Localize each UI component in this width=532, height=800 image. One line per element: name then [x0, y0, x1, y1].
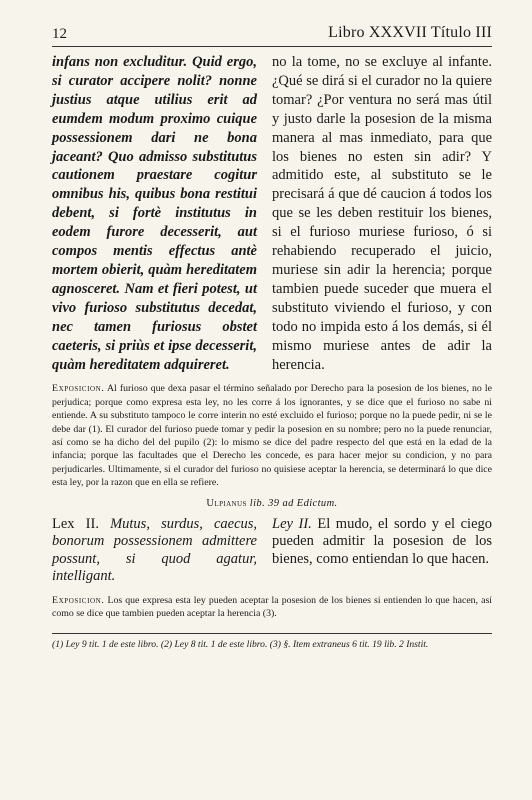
exposicion-label: Exposicion.: [52, 383, 105, 395]
footnotes: (1) Ley 9 tit. 1 de este libro. (2) Ley 8 tit. 1 de este libro. (3) §. Item extraneus 6 tit. 19 lib. 2 Instit.: [52, 638, 429, 650]
latin-column: [52, 53, 257, 374]
lex-spanish-text: El mudo, el sordo y el ciego pueden admitir la posesion de los bienes, como entiendan lo que hacen.: [272, 515, 493, 567]
lex-spanish-heading: Ley II.: [272, 515, 312, 532]
lex-latin: [52, 516, 257, 586]
latin-paragraph: infans non excluditur. Quid ergo, si curator accipere nolit? nonne justius atque utilius erit ad eumdem modum proximo cuique possessionem dari ne bona jaceant? Quo admisso substitutus cautionem praestare cogitur omnibus his, quibus bona restitui debent, si fortè institutus in eodem furore decesserit, aut compos mentis effectus antè mortem obierit, quàm hereditatem agnosceret. Nam et fieri potest, ut vivo furioso substitutus decedat, nec tamen furiosus obstet caeteris, si priùs et ipse decesserit, quàm hereditatem adquireret.: [52, 54, 257, 373]
source-citation: [52, 498, 492, 509]
spanish-column: [272, 53, 492, 374]
exposicion-text-2: Los que expresa esta ley pueden aceptar la posesion de los bienes si entienden lo que hacen, así como se dice que tambien pueden aceptar la herencia (3).: [52, 595, 492, 620]
lex-latin-text: Mutus, surdus, caecus, bonorum possessionem admittere possunt, si quod agatur, intelligant.: [52, 515, 258, 585]
parallel-text: [52, 53, 492, 374]
source-reference: lib. 39 ad Edictum.: [249, 497, 338, 509]
running-header: [52, 24, 492, 47]
exposicion-label-2: Exposicion.: [52, 595, 105, 607]
footnote-rule: [52, 633, 492, 634]
exposicion-block-2: [52, 594, 492, 621]
exposicion-block: [52, 382, 492, 489]
spanish-paragraph: no la tome, no se excluye al infante. ¿Qué se dirá si el curador no la quiere tomar? ¿Por ventura no será mas útil y justo darle la posesion de la misma manera al mas inmediato, para que los bienes no esten sin adir? Y admitido este, al substituto se le precisará á que dé caucion á todos los que se les deben restituir los bienes, si el furioso muriese furioso, ó si rehabiendo recuperado el juicio, muriese sin adir la herencia; porque tambien puede suceder que muera el substituto viviendo el furioso, y con todo no impida esto á los demás, si él mismo muriese antes de adir la herencia.: [272, 54, 492, 373]
page-number: 12: [52, 26, 67, 42]
lex-ii: [52, 516, 492, 586]
page: [52, 24, 492, 651]
running-title: Libro XXXVII Título III: [328, 24, 492, 41]
lex-latin-heading: Lex II.: [52, 515, 99, 532]
lex-spanish: [272, 516, 492, 586]
source-author: Ulpianus: [206, 497, 247, 509]
exposicion-text: Al furioso que dexa pasar el término señalado por Derecho para la posesion de los bienes, no le perjudica; porque como expresa esta ley, no les corre á los ignorantes, y se dice que el furioso no sabe ni entiende. A su substituto tampoco le corre interin no esté excluido el furioso; porque no la puede pedir, ni se le debe dar (1). El curador del furioso puede tomar y pedir la posesion en su nombre; pero no la puede renunciar, así como se ha dicho del del pupilo (2): lo mismo se dice del padre respecto del que está en la edad de la infancia; porque las facultades que el Derecho les concede, es para hacer mejor su condicion, y no para perjudicarles. Ultimamente, si el curador del furioso no quisiese aceptar la herencia, se determinará lo que dice esta ley, por la razon que en ella se refiere.: [52, 383, 492, 489]
